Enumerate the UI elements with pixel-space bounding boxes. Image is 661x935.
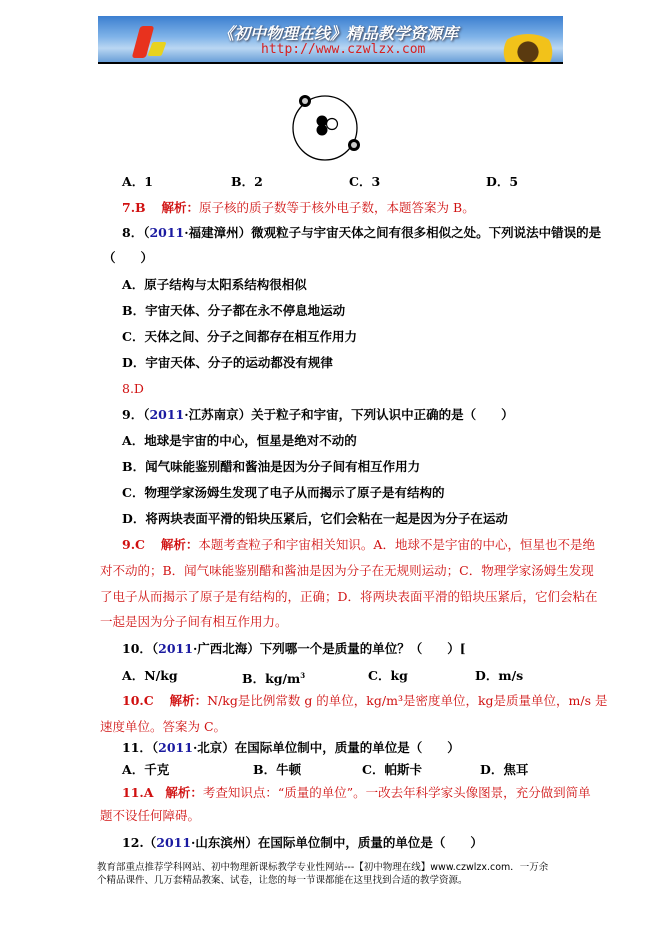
question-year: 2011 <box>158 641 193 656</box>
atom-diagram <box>288 88 368 168</box>
banner-title: 《初中物理在线》精品教学资源库 <box>218 24 459 43</box>
question-number: 9．（ <box>122 407 150 422</box>
analysis-line: 一起是因为分子间有相互作用力。 <box>100 614 288 629</box>
option-b: B．牛顿 <box>253 762 302 777</box>
answer-id: 9.C <box>122 537 145 552</box>
question-11 <box>122 740 460 756</box>
analysis-label: 解析： <box>160 537 199 552</box>
option-c: C．天体之间、分子之间都存在相互作用力 <box>122 329 357 344</box>
analysis-line: 题不设任何障碍。 <box>100 808 201 823</box>
banner-url[interactable]: http://www.czwlzx.com <box>261 42 426 57</box>
footer-line: 个精品课件、几万套精品教案、试卷，让您的每一节课都能在这里找到合适的教学资源。 <box>97 875 468 886</box>
analysis-text: 本题考查粒子和宇宙相关知识。A．地球不是宇宙的中心，恒星也不是绝 <box>198 537 595 552</box>
option-d: D．焦耳 <box>480 762 529 777</box>
option-a: A．地球是宇宙的中心，恒星是绝对不动的 <box>122 433 357 448</box>
option-b <box>242 668 305 687</box>
question-year: 2011 <box>149 407 185 422</box>
option-d: D．宇宙天体、分子的运动都没有规律 <box>122 355 333 370</box>
analysis-label: 解析： <box>161 200 200 215</box>
question-text: ·山东滨州）在国际单位制中，质量的单位是（ ） <box>191 835 483 850</box>
question-8 <box>122 225 601 241</box>
question-text: ·广西北海）下列哪一个是质量的单位？（ ）[ <box>192 641 466 656</box>
option-b: B．2 <box>231 174 263 189</box>
analysis-line: 速度单位。答案为 C。 <box>100 719 227 734</box>
page-footer <box>97 861 567 887</box>
question-year: 2011 <box>149 225 185 240</box>
question-9 <box>122 407 514 423</box>
question-number: 12.（ <box>122 835 157 850</box>
answer-10 <box>122 693 607 709</box>
option-a: A．千克 <box>122 762 170 777</box>
option-d: D．5 <box>486 174 519 189</box>
analysis-text: 考查知识点：“质量的单位”。一改去年科学家头像图景，充分做到简单 <box>202 785 591 800</box>
answer-8: 8.D <box>122 381 144 396</box>
option-d: D．m/s <box>475 668 524 683</box>
question-number: 11．（ <box>122 740 159 755</box>
option-a: A．原子结构与太阳系结构很相似 <box>122 277 307 292</box>
question-year: 2011 <box>156 835 192 850</box>
answer-blank: （ ） <box>103 250 154 265</box>
option-a: A．1 <box>122 174 153 189</box>
option-text: B．kg/m <box>242 671 301 687</box>
footer-line: 教育部重点推荐学科网站、初中物理新课标教学专业性网站---【初中物理在线】www.czwlzx.com．一万余 <box>97 862 549 873</box>
option-b: B．宇宙天体、分子都在永不停息地运动 <box>122 303 346 318</box>
option-d: D．将两块表面平滑的铅块压紧后，它们会粘在一起是因为分子在运动 <box>122 511 508 526</box>
question-text: ·北京）在国际单位制中，质量的单位是（ ） <box>192 740 460 755</box>
question-number: 10．（ <box>122 641 159 656</box>
site-banner[interactable] <box>98 16 563 62</box>
option-c: C．kg <box>368 668 408 683</box>
option-a: A．N/kg <box>122 668 178 683</box>
option-c: C．物理学家汤姆生发现了电子从而揭示了原子是有结构的 <box>122 485 445 500</box>
option-c: C．帕斯卡 <box>362 762 422 777</box>
analysis-line: 了电子从而揭示了原子是有结构的，正确；D．将两块表面平滑的铅块压紧后，它们会粘在 <box>100 589 598 604</box>
analysis-text: N/kg是比例常数 g 的单位，kg/m³是密度单位，kg是质量单位，m/s 是 <box>207 693 608 708</box>
answer-7 <box>122 200 475 216</box>
question-number: 8．（ <box>122 225 150 240</box>
logo-icon-accent <box>147 42 166 56</box>
analysis-label: 解析： <box>169 693 208 708</box>
question-10 <box>122 641 466 657</box>
option-c: C．3 <box>349 174 381 189</box>
analysis-label: 解析： <box>165 785 203 800</box>
header-divider <box>98 62 563 64</box>
analysis-text: 原子核的质子数等于核外电子数，本题答案为 B。 <box>199 200 475 215</box>
question-12 <box>122 835 483 851</box>
answer-id: 10.C <box>122 693 154 708</box>
answer-id: 7.B <box>122 200 146 215</box>
question-text: ·福建漳州）微观粒子与宇宙天体之间有很多相似之处。下列说法中错误的是 <box>184 225 602 240</box>
question-text: ·江苏南京）关于粒子和宇宙，下列认识中正确的是（ ） <box>184 407 514 422</box>
answer-9 <box>122 537 595 553</box>
answer-id: 11.A <box>122 785 154 800</box>
analysis-line: 对不动的；B．闻气味能鉴别醋和酱油是因为分子在无规则运动；C．物理学家汤姆生发现 <box>100 563 594 578</box>
sunflower-icon <box>499 34 557 62</box>
superscript: 3 <box>300 671 306 680</box>
option-b: B．闻气味能鉴别醋和酱油是因为分子间有相互作用力 <box>122 459 421 474</box>
question-year: 2011 <box>158 740 193 755</box>
answer-11 <box>122 785 591 801</box>
